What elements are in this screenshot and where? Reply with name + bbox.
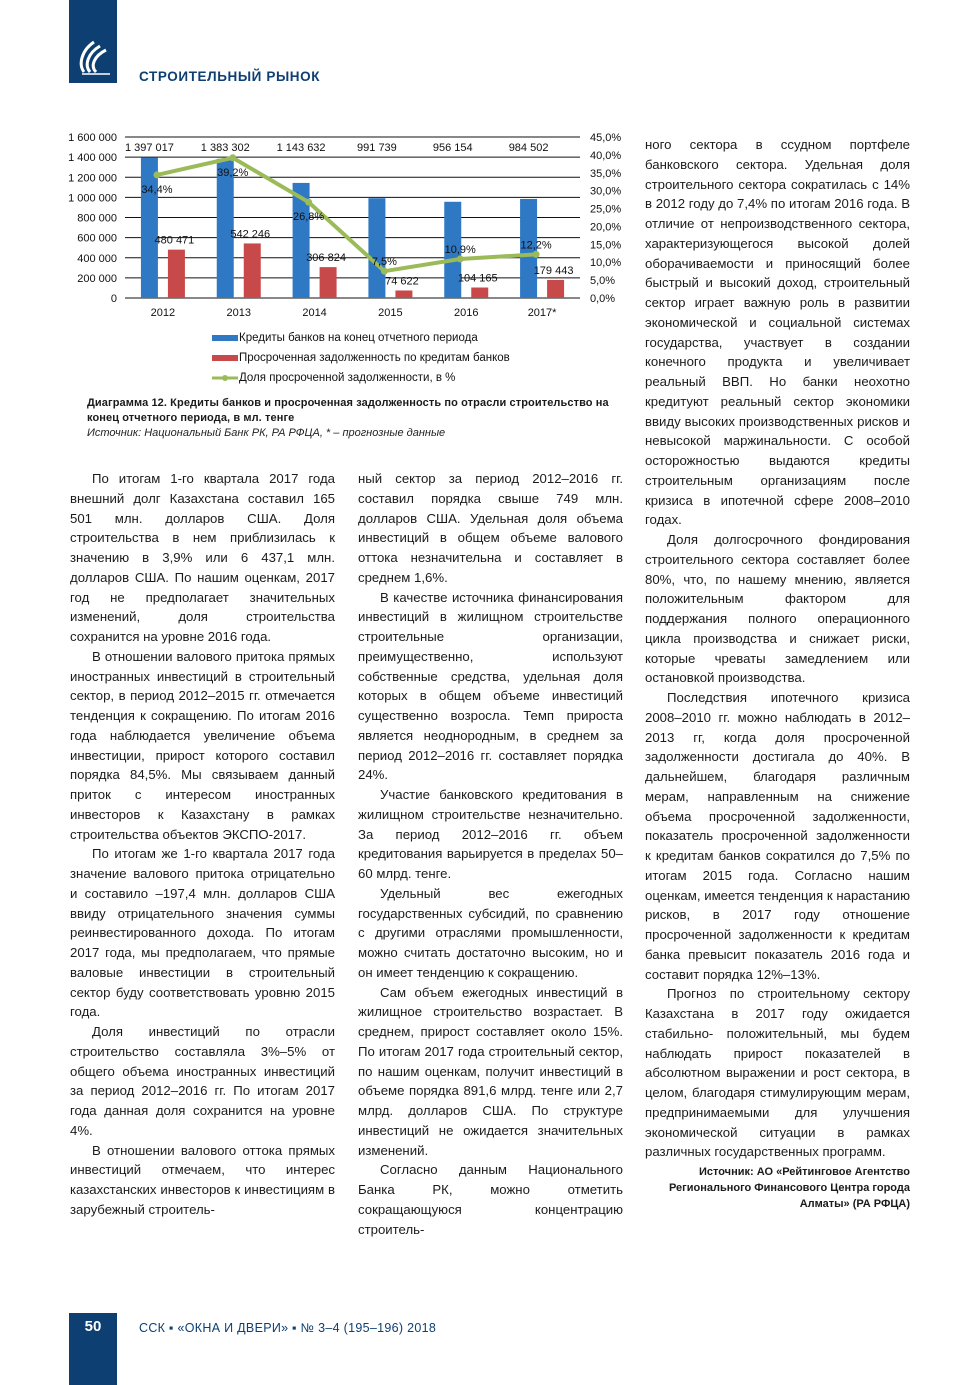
right-axis-tick: 25,0% xyxy=(590,203,622,216)
x-axis-tick: 2012 xyxy=(150,307,176,319)
bar-value-label: 480 471 xyxy=(154,234,195,247)
line-point xyxy=(457,256,464,263)
paragraph: По итогам же 1-го квартала 2017 года значение валового притока отрицательно и составило –197,4 млн. долларов США ввиду отрицательного значения суммы реинвестированного дохода. По итогам 2017 года, мы предполагаем, что прямые валовые инвестиции в строительный сектор буду соответствовать уровню 2015 года. xyxy=(70,846,335,1020)
line-value-label: 7,5% xyxy=(371,256,397,269)
paragraph: Удельный вес ежегодных государственных субсидий, по сравнению с другими отраслями промышленности, можно считать достаточно высоким, но и он имеет тенденцию к сокращению. xyxy=(358,885,623,980)
caption-title: Диаграмма 12. Кредиты банков и просроченная задолженность по отрасли строительство на конец отчетного периода, в мл. тенге xyxy=(87,397,609,424)
line-point xyxy=(229,154,236,161)
left-axis-tick: 600 000 xyxy=(77,232,117,245)
chart-legend xyxy=(212,328,510,388)
paragraph: Сам объем ежегодных инвестиций в жилищное строительство возрастает. В среднем, прирост составляет около 15%. По итогам 2017 года строительный сектор, по нашим оценкам, получит инвестиций в объеме порядка 891,6 млрд. тенге или 2,7 млрд. долларов США. По структуре инвестиций не ожидается значительных изменений. xyxy=(358,984,623,1158)
paragraph: В качестве источника финансирования инвестиций в жилищном строительстве строительные организации, преимущественно, используют собственные средства, удельная доля которых в общем объеме инвестиций существенно возросла. Темп прироста является неоднородным, в среднем за период 2012–2016 гг. составляет порядка 24%. xyxy=(358,589,623,783)
line-value-label: 26,8% xyxy=(292,211,325,224)
bar-value-label: 984 502 xyxy=(508,142,549,154)
legend-label: Просроченная задолженность по кредитам банков xyxy=(239,352,510,364)
chart-caption xyxy=(87,396,617,441)
paragraph: Прогноз по строительному сектору Казахстана в 2017 году ожидается стабильно- положительный, мы будем наблюдать прирост показателей в абсолютном выражении и рост сектора, в целом, благодаря стимулирующим мерам, предпринимаемыми для улучшения экономической ситуации в рамках различных государственных программ. xyxy=(645,986,910,1160)
legend-item-credits xyxy=(212,328,510,348)
right-axis-tick: 30,0% xyxy=(590,185,622,198)
paragraph: По итогам 1-го квартала 2017 года внешний долг Казахстана составил 165 501 млн. долларов США. Доля строительства в нем приблизилась к значению в 3,9% или 6 437,1 млн. долларов США. По нашим оценкам, 2017 год не предполагает значительных изменений, доля строительства сохранится на уровне 2016 года. xyxy=(70,471,335,644)
bar-overdue xyxy=(244,243,261,298)
legend-swatch-blue-icon xyxy=(212,335,238,341)
left-axis-tick: 0 xyxy=(110,293,117,305)
bar-overdue xyxy=(395,290,412,298)
right-axis-tick: 15,0% xyxy=(590,239,622,252)
legend-label: Кредиты банков на конец отчетного периода xyxy=(239,332,478,344)
bar-value-label: 179 443 xyxy=(533,264,574,277)
x-axis-tick: 2016 xyxy=(454,307,479,319)
bar-value-label: 306 824 xyxy=(306,252,346,265)
left-axis-tick: 400 000 xyxy=(77,252,117,265)
left-axis-tick: 1 400 000 xyxy=(68,152,117,165)
paragraph: В отношении валового притока прямых иностранных инвестиций в строительный сектор, в период 2012–2015 гг. отмечается тенденция к сокращению. По итогам 2016 года наблюдается увеличение объема инвестиции, прирост которого составил порядка 84,5%. Мы связываем данный приток с интересом иностранных инвесторов к Казахстану в рамках строительства объектов ЭКСПО-2017. xyxy=(70,648,335,842)
line-point xyxy=(533,251,540,258)
paragraph: Доля долгосрочного фондирования строительного сектора составляет более 80%, что, по нашему мнению, является положительным фактором для поддержания полного операционного цикла производства и снижает риски, которые чреваты замедлением или остановкой производства. xyxy=(645,532,910,686)
text-column-1 xyxy=(70,469,335,1220)
bar-credits xyxy=(141,157,158,298)
bar-value-label: 542 246 xyxy=(230,228,271,241)
line-point xyxy=(153,171,160,178)
line-point xyxy=(305,199,312,206)
x-axis-tick: 2015 xyxy=(378,307,403,319)
bar-value-label: 104 165 xyxy=(457,272,498,285)
x-axis-tick: 2014 xyxy=(302,307,327,319)
share-line xyxy=(154,158,536,271)
paragraph: Доля инвестиций по отрасли строительство составляла 3%–5% от общего объема иностранных инвестиций за период 2012–2016 гг. По итогам 2017 года данная доля сохранится на уровне 4%. xyxy=(70,1024,335,1138)
bar-value-label: 1 383 302 xyxy=(200,142,250,154)
bar-value-label: 1 143 632 xyxy=(276,142,326,154)
right-axis-tick: 10,0% xyxy=(590,257,622,270)
chart-plot-area xyxy=(60,125,640,325)
paragraph: Согласно данным Национального Банка РК, можно отметить сокращающуюся концентрацию строитель- xyxy=(358,1162,623,1237)
text-column-2 xyxy=(358,469,623,1239)
publication-info: ССК ▪ «ОКНА И ДВЕРИ» ▪ № 3–4 (195–196) 2018 xyxy=(139,1321,437,1335)
bar-value-label: 956 154 xyxy=(432,142,473,154)
legend-swatch-red-icon xyxy=(212,355,238,361)
right-axis-tick: 5,0% xyxy=(590,275,616,288)
right-axis-tick: 0,0% xyxy=(590,293,616,305)
paragraph: В отношении валового оттока прямых инвестиций отмечаем, что интерес казахстанских инвесторов к инвестициям в зарубежный строитель- xyxy=(70,1142,335,1217)
bar-overdue xyxy=(320,267,337,298)
paragraph: Последствия ипотечного кризиса 2008–2010 гг. можно наблюдать в 2012–2013 гг, когда доля просроченной задолженности достигала до 40%. В дальнейшем, благодаря различным мерам, направленным на снижение объема просроченной задолженности, показатель просроченной задолженности к кредитам банков сократился до 7,5% по итогам 2015 года. Согласно нашим оценкам, имеется тенденция к нарастанию рисков, в 2017 году отношение просроченной задолженности к кредитам банка превысит показатель 2016 года и составит порядка 12%–13%. xyxy=(645,690,910,982)
legend-item-overdue xyxy=(212,348,510,368)
line-value-label: 39,2% xyxy=(217,166,249,179)
legend-item-share xyxy=(212,368,510,388)
line-value-label: 12,2% xyxy=(520,239,552,252)
section-title: СТРОИТЕЛЬНЫЙ РЫНОК xyxy=(139,69,321,84)
bar-overdue xyxy=(168,250,185,298)
line-value-label: 10,9% xyxy=(444,244,476,257)
page-number: 50 xyxy=(84,1318,102,1335)
bar-credits xyxy=(368,198,385,298)
article-source-note: Источник: АО «Рейтинговое Агентство Регионального Финансового Центра города Алматы» (РА РФЦА) xyxy=(668,1166,910,1210)
bar-overdue xyxy=(547,280,564,298)
legend-line-marker-icon xyxy=(212,376,238,380)
x-axis-tick: 2017* xyxy=(527,307,557,319)
left-axis-tick: 1 200 000 xyxy=(68,172,117,185)
bar-value-label: 74 622 xyxy=(385,275,419,288)
right-axis-tick: 45,0% xyxy=(590,132,622,144)
left-axis-tick: 200 000 xyxy=(77,272,117,285)
bar-overdue xyxy=(471,288,488,298)
paragraph: ный сектор за период 2012–2016 гг. составил порядка свыше 749 млн. долларов США. Удельная доля объема инвестиций в общем объеме валового оттока незначительна и составляет в среднем 1,6%. xyxy=(358,471,623,585)
legend-label: Доля просроченной задолженности, в % xyxy=(239,372,456,384)
caption-source: Источник: Национальный Банк РК, РА РФЦА, * – прогнозные данные xyxy=(87,427,446,439)
right-axis-tick: 20,0% xyxy=(590,221,622,234)
bar-value-label: 1 397 017 xyxy=(124,142,174,154)
paragraph: ного сектора в ссудном портфеле банковского сектора. Удельная доля строительного сектора сократилась с 14% в 2012 году до 7,4% по итогам 2016 года. В отличие от непроизводственного сектора, характеризующегося высокой долей оборачиваемости и приносящий более быстрый и высокий доход, строительный сектор играет важную роль в развитии экономической и социальной системах государства, участвует в создании конечного продукта и увеличивает реальный ВВП. Но банки неохотно кредитуют реальный сектор экономики ввиду высоких производственных рисков и невысокой маржинальности. С особой осторожностью выдаются кредиты строительным организациям после кризиса в ипотечной сфере 2008–2010 годах. xyxy=(645,137,910,528)
line-value-label: 34,4% xyxy=(141,183,173,196)
bar-value-label: 991 739 xyxy=(357,142,397,154)
left-axis-tick: 1 000 000 xyxy=(68,192,117,205)
right-axis-tick: 35,0% xyxy=(590,167,622,180)
line-point xyxy=(381,268,388,275)
text-column-3 xyxy=(645,135,910,1212)
publication-logo-icon xyxy=(74,38,114,78)
right-axis-tick: 40,0% xyxy=(590,149,622,162)
paragraph: Участие банковского кредитования в жилищном строительстве незначительно. За период 2012–2016 гг. объем кредитования варьируется в пределах 50–60 млрд. тенге. xyxy=(358,787,623,881)
left-axis-tick: 1 600 000 xyxy=(68,132,117,144)
x-axis-tick: 2013 xyxy=(226,307,251,319)
left-axis-tick: 800 000 xyxy=(77,212,117,225)
